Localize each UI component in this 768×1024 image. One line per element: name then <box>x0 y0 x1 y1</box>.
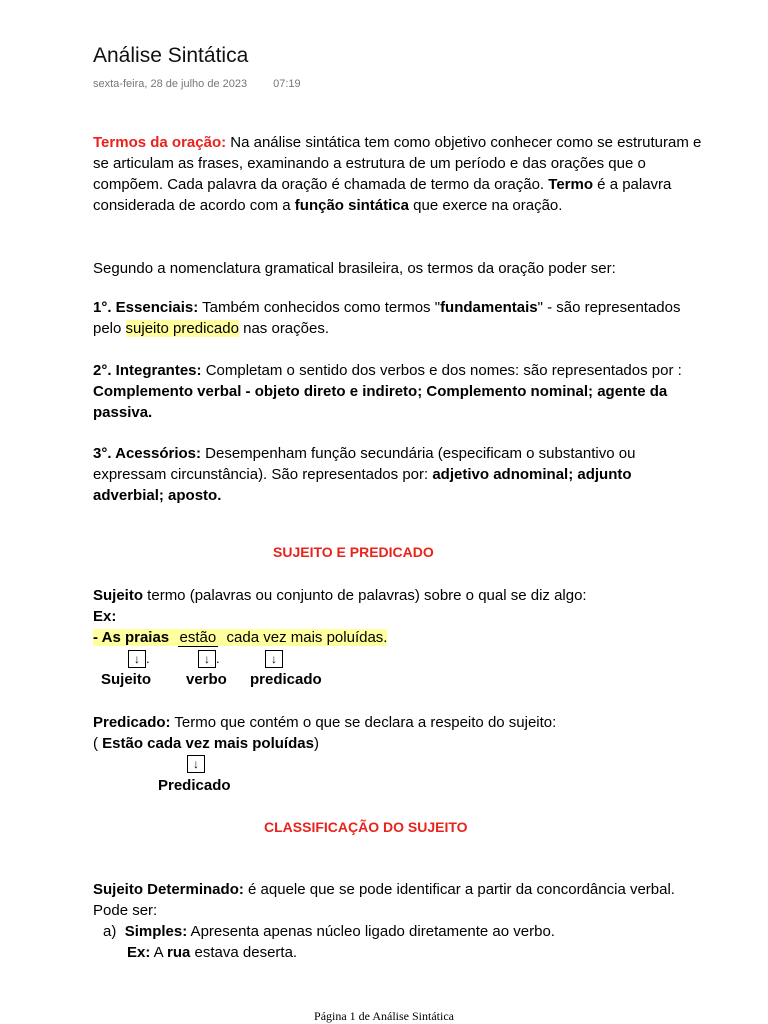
heading-sujeito-predicado: SUJEITO E PREDICADO <box>273 544 434 560</box>
example-rest: cada vez mais poluídas. <box>226 629 388 646</box>
label-verbo: verbo <box>186 671 227 688</box>
arrow-dot: . <box>146 651 150 666</box>
intro-bold-1: Termo <box>548 176 594 193</box>
essenciais-text-3: nas orações. <box>238 320 330 337</box>
arrow-verbo <box>198 650 220 668</box>
intro-text-1: Na análise sintática tem como objetivo conhecer como se estruturam e se articulam as frases, examinando a estrutura de um período e das orações que o compõem. Cada palavra da oração é chamada de termo da oração. <box>93 134 702 193</box>
list-marker: a) <box>103 923 117 940</box>
down-arrow-icon: ↓ <box>265 650 283 668</box>
predicado-text: Termo que contém o que se declara a respeito do sujeito: <box>170 714 557 731</box>
arrow-sujeito <box>128 650 150 668</box>
label-predicado: predicado <box>250 671 322 688</box>
list-item-simples <box>103 921 703 963</box>
essenciais-text-1: Também conhecidos como termos " <box>198 299 441 316</box>
intro-label: Termos da oração: <box>93 134 227 151</box>
page-time: 07:19 <box>273 78 301 90</box>
arrow-predicado-2 <box>187 755 205 773</box>
down-arrow-icon: ↓ <box>128 650 146 668</box>
page-title: Análise Sintática <box>93 44 249 67</box>
determinado-text: é aquele que se pode identificar a partir da concordância verbal. Pode ser: <box>93 881 675 919</box>
predicado-example <box>93 733 703 754</box>
determinado-label: Sujeito Determinado: <box>93 881 244 898</box>
intro-bold-2: função sintática <box>294 197 409 214</box>
example-dash: - <box>93 629 102 646</box>
sujeito-label: Sujeito <box>93 587 144 604</box>
predicado-label: Predicado: <box>93 714 171 731</box>
intro-text-2: é a palavra considerada de acordo com a <box>93 176 672 214</box>
predicado-example-bold: Estão cada vez mais poluídas <box>102 735 314 752</box>
arrow-dot: . <box>216 651 220 666</box>
simples-example <box>103 942 703 963</box>
page-footer: Página 1 de Análise Sintática <box>314 1009 454 1023</box>
integrantes-paragraph <box>93 360 703 423</box>
essenciais-highlight: sujeito predicado <box>125 320 239 337</box>
down-arrow-icon: ↓ <box>198 650 216 668</box>
sujeito-example <box>93 627 703 648</box>
essenciais-text-2: " - são representados pelo <box>93 299 681 337</box>
simples-ex-label: Ex: <box>127 944 151 961</box>
essenciais-paragraph <box>93 297 703 339</box>
label-predicado-2: Predicado <box>158 777 231 794</box>
page-date: sexta-feira, 28 de julho de 2023 <box>93 78 248 90</box>
heading-classificacao: CLASSIFICAÇÃO DO SUJEITO <box>264 819 468 835</box>
simples-text: Apresenta apenas núcleo ligado diretamente ao verbo. <box>187 923 555 940</box>
simples-ex-text-2: estava deserta. <box>190 944 298 961</box>
simples-ex-text-1: A <box>150 944 168 961</box>
paren-open: ( <box>93 735 103 752</box>
down-arrow-icon: ↓ <box>187 755 205 773</box>
intro-paragraph <box>93 132 703 216</box>
sujeito-ex-label: Ex: <box>93 608 117 625</box>
acessorios-label: 3°. Acessórios: <box>93 445 201 462</box>
sujeito-text: termo (palavras ou conjunto de palavras) sobre o qual se diz algo: <box>143 587 587 604</box>
arrow-predicado <box>265 650 283 668</box>
determinado-paragraph <box>93 879 703 921</box>
acessorios-paragraph <box>93 443 703 506</box>
nomenclatura-paragraph: Segundo a nomenclatura gramatical brasileira, os termos da oração poder ser: <box>93 260 616 277</box>
integrantes-text-1: Completam o sentido dos verbos e dos nomes: são representados por : <box>201 362 682 379</box>
sujeito-paragraph <box>93 585 703 648</box>
example-verb: estão <box>179 629 217 646</box>
essenciais-label: 1°. Essenciais: <box>93 299 199 316</box>
integrantes-bold: Complemento verbal - objeto direto e indireto; Complemento nominal; agente da passiva. <box>93 383 668 421</box>
essenciais-bold: fundamentais <box>440 299 538 316</box>
sujeito-definition <box>93 585 703 606</box>
simples-label: Simples: <box>124 923 188 940</box>
predicado-definition <box>93 712 703 733</box>
page-meta <box>93 78 301 90</box>
predicado-paragraph <box>93 712 703 754</box>
label-sujeito: Sujeito <box>101 671 152 688</box>
paren-close: ) <box>313 735 319 752</box>
intro-text-3: que exerce na oração. <box>409 197 563 214</box>
acessorios-text-1: Desempenham função secundária (especificam o substantivo ou expressam circunstância). São representados por: <box>93 445 636 483</box>
example-subject: As praias <box>101 629 170 646</box>
integrantes-label: 2°. Integrantes: <box>93 362 202 379</box>
acessorios-bold: adjetivo adnominal; adjunto adverbial; aposto. <box>93 466 632 504</box>
simples-ex-bold: rua <box>167 944 191 961</box>
